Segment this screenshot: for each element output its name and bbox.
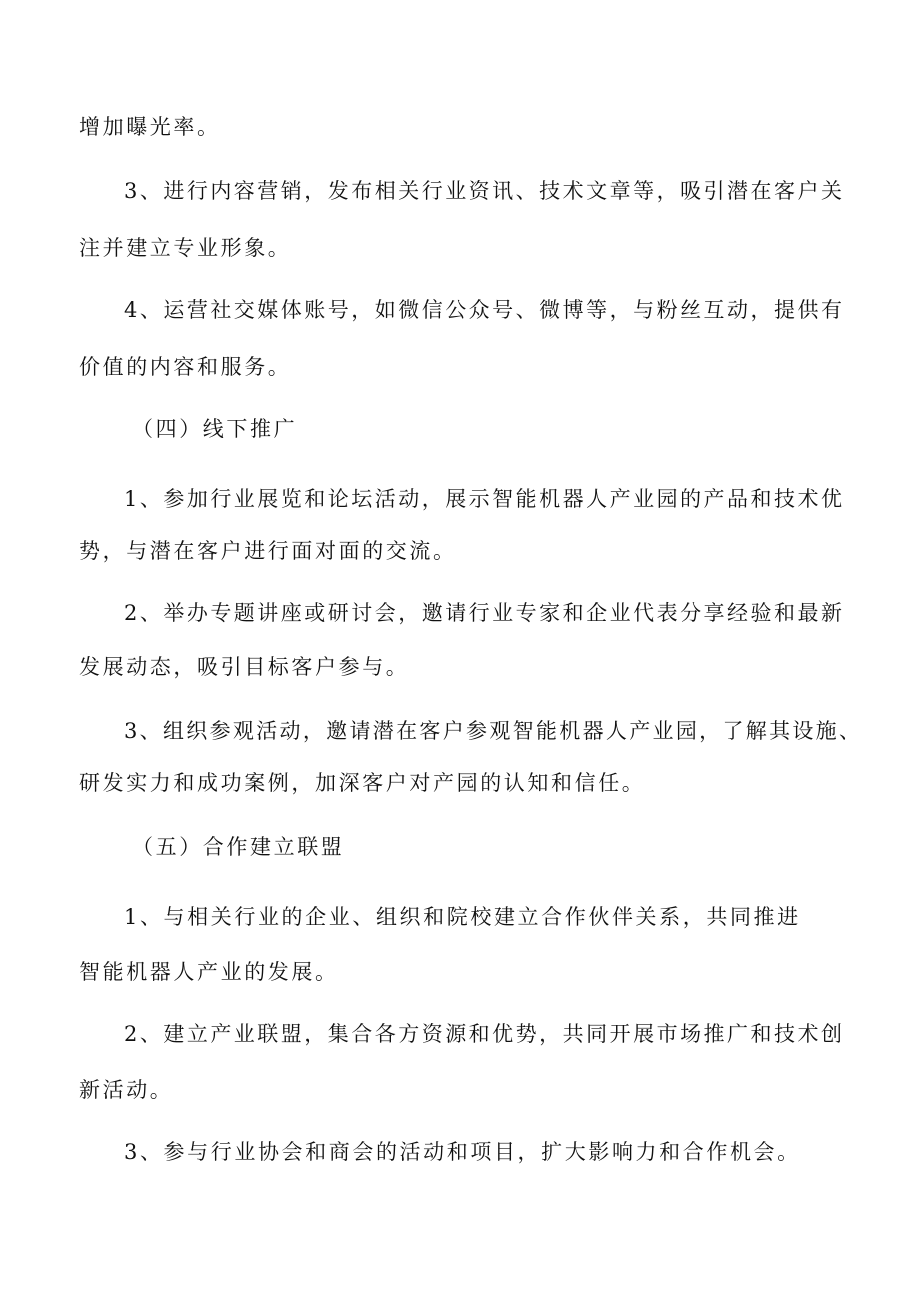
paragraph-line	[0, 484, 920, 514]
line-text: 3、进行内容营销，发布相关行业资讯、技术文章等，吸引潜在客户关	[124, 179, 842, 203]
paragraph-line	[0, 295, 920, 325]
paragraph-line	[0, 536, 920, 566]
line-text: 新活动。	[79, 1078, 174, 1102]
line-text: 发展动态，吸引目标客户参与。	[79, 655, 410, 679]
line-text: 注并建立专业形象。	[79, 236, 292, 260]
line-text: 势，与潜在客户进行面对面的交流。	[79, 539, 457, 563]
line-text: 4、运营社交媒体账号，如微信公众号、微博等，与粉丝互动，提供有	[124, 298, 842, 322]
line-text: 3、组织参观活动，邀请潜在客户参观智能机器人产业园，了解其设施、	[124, 719, 860, 743]
paragraph-line	[0, 1137, 920, 1167]
line-text: 研发实力和成功案例，加深客户对产园的认知和信任。	[79, 771, 646, 795]
paragraph-line	[0, 957, 920, 987]
paragraph-line	[0, 652, 920, 682]
line-text: 2、建立产业联盟，集合各方资源和优势，共同开展市场推广和技术创	[124, 1022, 842, 1046]
paragraph-line	[0, 233, 920, 263]
line-text: 1、与相关行业的企业、组织和院校建立合作伙伴关系，共同推进	[124, 905, 801, 929]
line-text: 增加曝光率。	[79, 115, 221, 139]
line-text: 3、参与行业协会和商会的活动和项目，扩大影响力和合作机会。	[124, 1140, 801, 1164]
paragraph-line	[0, 176, 920, 206]
line-text: 价值的内容和服务。	[79, 355, 292, 379]
section-heading	[0, 414, 920, 444]
line-text: 2、举办专题讲座或研讨会，邀请行业专家和企业代表分享经验和最新	[124, 601, 842, 625]
paragraph-line	[0, 1075, 920, 1105]
section-heading	[0, 832, 920, 862]
paragraph-line	[0, 352, 920, 382]
paragraph-line	[0, 1019, 920, 1049]
paragraph-line	[0, 768, 920, 798]
heading-text: （五）合作建立联盟	[132, 835, 345, 859]
paragraph-line	[0, 716, 920, 746]
paragraph-line	[0, 902, 920, 932]
paragraph-line	[0, 598, 920, 628]
line-text: 智能机器人产业的发展。	[79, 960, 339, 984]
heading-text: （四）线下推广	[132, 417, 298, 441]
paragraph-line	[0, 112, 920, 142]
line-text: 1、参加行业展览和论坛活动，展示智能机器人产业园的产品和技术优	[124, 487, 842, 511]
